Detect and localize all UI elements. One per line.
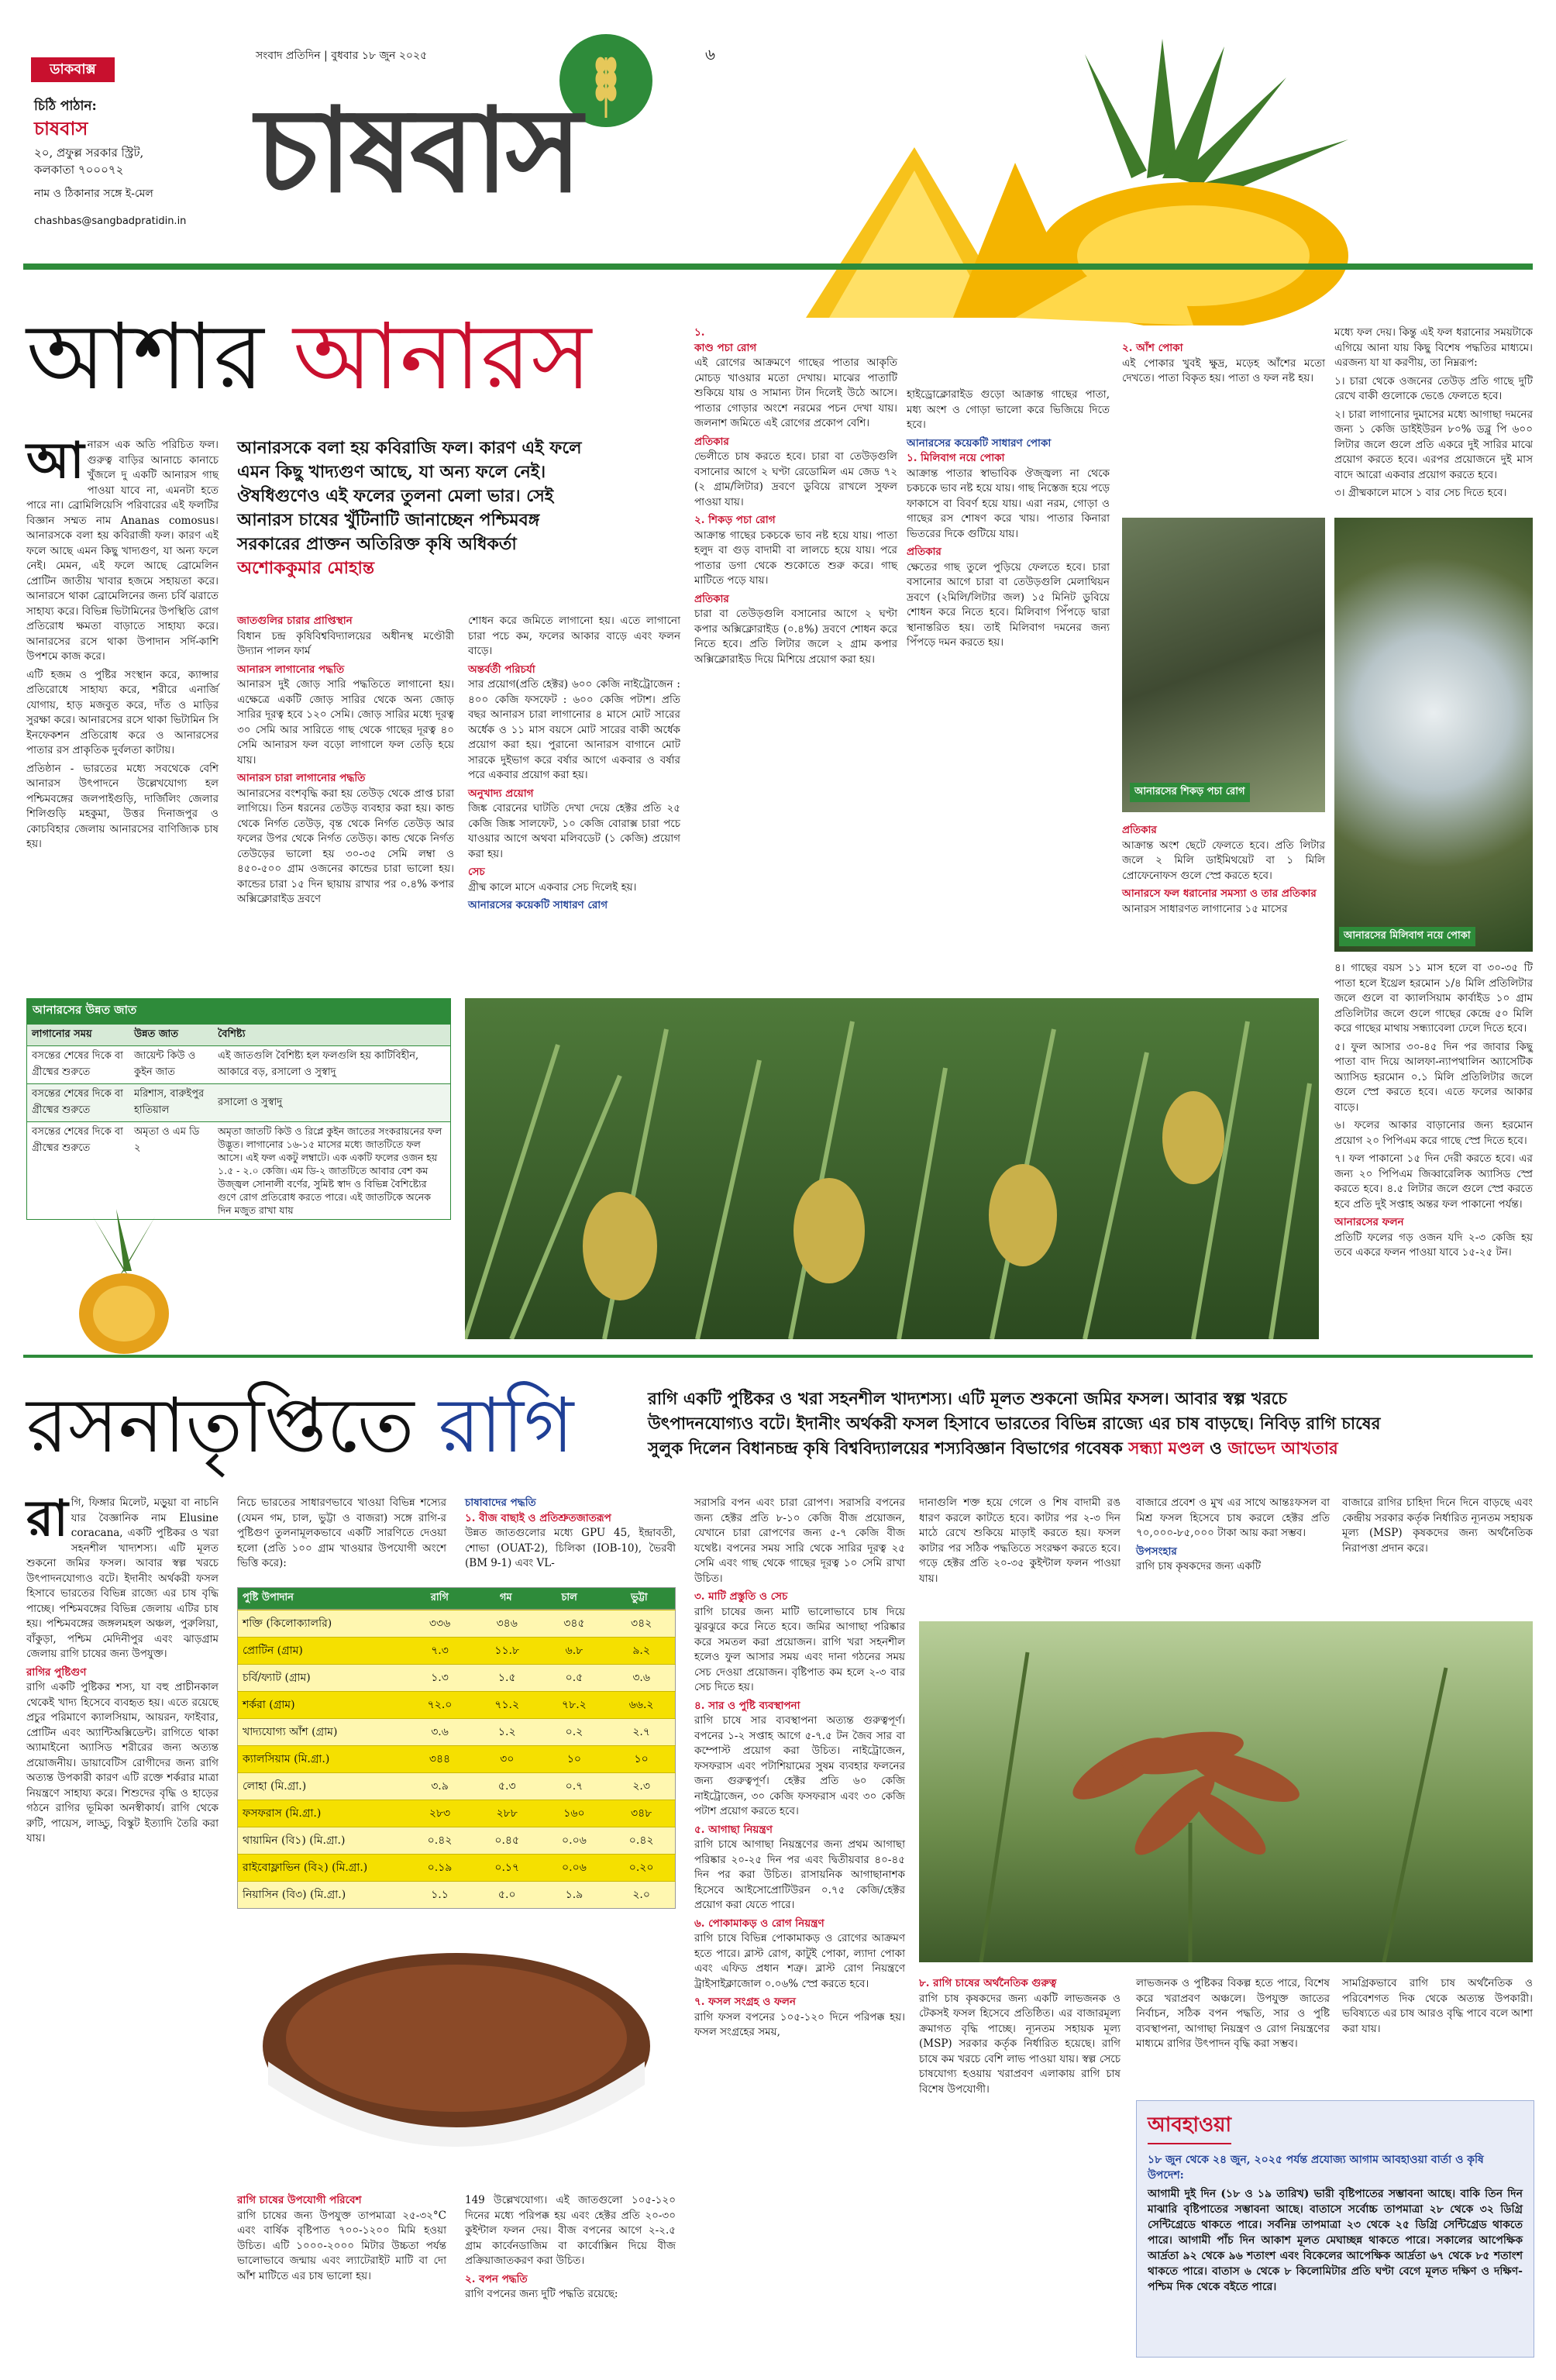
story1-col2-p1: বিধান চন্দ্র কৃষিবিশ্ববিদ্যালয়ের অধীনস্থ মণ্ডৌরী উদ্যান পালন ফার্ম bbox=[237, 629, 454, 657]
story1-col6-p4: ৩। গ্রীষ্মকালে মাসে ১ বার সেচ দিতে হবে। bbox=[1334, 487, 1507, 499]
story1-col4-h2: প্রতিকার bbox=[694, 435, 729, 448]
story2-col1-p2: রাগি একটি পুষ্টিকর শস্য, যা বহু প্রাচীনকাল থেকেই খাদ্য হিসেবে ব্যবহৃত হয়। এতে রয়েছে প্রচুর পরিমাণে ক্যালসিয়াম, আয়রন, ফাইবার, প্রোটিন এবং অ্যান্টিঅক্সিডেন্ট। রাগিতে থাকা অ্যামাইনো অ্যাসিড শরীরের জন্য অত্যন্ত প্রয়োজনীয়। ডায়াবেটিস রোগীদের জন্য রাগি অত্যন্ত উপকারী কারণ এটি রক্তে শর্করার মাত্রা নিয়ন্ত্রণে সাহায্য করে। শিশুদের বৃদ্ধি ও হাড়ের গঠনে রাগির ভূমিকা অনস্বীকার্য। রাগি থেকে রুটি, পায়েস, লাড্ডু, বিস্কুট ইত্যাদি তৈরি করা যায়। bbox=[26, 1681, 219, 1844]
table-row bbox=[238, 1746, 676, 1773]
cell: ৩৩৬ bbox=[406, 1610, 473, 1638]
cell: ১০ bbox=[541, 1746, 608, 1773]
story1-col5-p1: হাইড্রোক্লোরাইড গুড়ো আক্রান্ত গাছের পাতা, মধ্য অংশ ও গোড়া ভালো করে ভিজিয়ে দিতে হবে। bbox=[907, 388, 1110, 431]
cell: ৩.৯ bbox=[406, 1773, 473, 1800]
photo-caption-root-rot: আনারসের শিকড় পচা রোগ bbox=[1130, 783, 1250, 802]
story1-col4-n1: ১. bbox=[694, 326, 705, 339]
cell: ১.৯ bbox=[541, 1882, 608, 1909]
address-line1: ২০, প্রফুল্ল সরকার স্ট্রিট, bbox=[34, 146, 144, 160]
table-row bbox=[238, 1773, 676, 1800]
cell: ০.১৯ bbox=[406, 1855, 473, 1882]
th-rice: চাল bbox=[561, 1592, 577, 1603]
story2-col1-p1: গি, ফিঙ্গার মিলেট, মড়ুয়া বা নাচনি যার বৈজ্ঞানিক নাম Elusine coracana, একটি পুষ্টিকর ও খরা সহনশীল খাদ্যশস্য। এটি মূলত শুকনো জমির ফসল। আবার স্বল্প খরচে উৎপাদনযোগ্যও বটে। ইদানীং অর্থকরী ফসল হিসাবে ভারতের বিভিন্ন রাজ্যে এর চাষ বৃদ্ধি পাচ্ছে। পশ্চিমবঙ্গের বিভিন্ন জেলায় এটির চাষ হয়। পশ্চিমবঙ্গের জঙ্গলমহল অঞ্চল, পুরুলিয়া, বাঁকুড়া, পশ্চিম মেদিনীপুর এবং ঝাড়গ্রাম জেলায় রাগি চাষের জন্য উপযুক্ত। bbox=[26, 1497, 219, 1660]
story1-col3 bbox=[468, 614, 680, 914]
th-maize: ভুট্টা bbox=[631, 1592, 648, 1603]
aphid-note bbox=[1122, 341, 1325, 390]
cell: ১৬০ bbox=[541, 1800, 608, 1827]
pineapple-fruit bbox=[793, 1178, 865, 1283]
story2-title bbox=[26, 1379, 573, 1472]
story1-col3-p3: গ্রীষ্ম কালে মাসে একবার সেচ দিলেই হয়। bbox=[468, 880, 637, 894]
section-rule bbox=[23, 1355, 1533, 1358]
story1-col3-h3: সেচ bbox=[468, 866, 485, 878]
story1-intro-l2: এমন কিছু খাদ্যগুণ আছে, যা অন্য ফলে নেই। bbox=[237, 462, 546, 482]
story1-col2-h1: জাতগুলির চারার প্রাপ্তিস্থান bbox=[237, 615, 353, 627]
story1-col4-p1: এই রোগের আক্রমণে গাছের পাতার আকৃতি মোচড় খাওয়ার মতো দেখায়। মাঝের পাতাটি শুকিয়ে যায় ও সামান্য টান দিলেই উঠে আসে। পাতার গোড়ার অংশে নরমের পচন দেখা যায়। জলনাশ জমিতে এই রোগের প্রকোপ বেশি। bbox=[694, 356, 897, 429]
table-row bbox=[27, 1122, 451, 1220]
story2-col3 bbox=[465, 1496, 676, 1575]
story2-col1 bbox=[26, 1490, 219, 1850]
th-season: লাগানোর সময় bbox=[32, 1028, 92, 1040]
cell: ৬.৮ bbox=[541, 1638, 608, 1665]
story1-col3-p2: জিঙ্ক বোরনের ঘাটতি দেখা দেয়ে হেক্টর প্রতি ২৫ কেজি জিঙ্ক সালফেট, ১০ কেজি বোরাক্স চারা পচে যাওয়ার আগে অথবা মলিবডেট (১ কেজি) প্রয়োগ করা হয়। bbox=[468, 802, 680, 860]
table-row bbox=[238, 1665, 676, 1692]
story2-col4-p3: রাগি চাষে সার ব্যবস্থাপনা অত্যন্ত গুরুত্বপূর্ণ। বপনের ১-২ সপ্তাহ আগে ৫-৭.৫ টন জৈব সার বা কম্পোস্ট প্রয়োগ করা উচিত। নাইট্রোজেন, ফসফরাস এবং পটাশিয়ামের সুষম ব্যবহার ফলনের জন্য গুরুত্বপূর্ণ। হেক্টর প্রতি ৬০ কেজি নাইট্রোজেন, ৩০ কেজি ফসফরাস এবং ৩০ কেজি পটাশ প্রয়োগ করতে হবে। bbox=[694, 1714, 905, 1817]
story2-author1: সন্ধ্যা মণ্ডল bbox=[1128, 1439, 1204, 1459]
story1-col5-p3: ক্ষেতের গাছ তুলে পুড়িয়ে ফেলতে হবে। চারা বসানোর আগে চারা বা তেউড়গুলি মেলাথিয়ন দ্রবণে (২মিলি/লিটার জল) ১৫ মিনিট ডুবিয়ে শোধন করে নিতে হবে। মিলিবাগ পিঁপড়ে দ্বারা স্থানান্তরিত হয়। তাই মিলিবাগ দমনের জন্য পিঁপড়ে দমন করতে হয়। bbox=[907, 560, 1110, 649]
cell: শক্তি (কিলোক্যালরি) bbox=[238, 1610, 407, 1638]
weather-box bbox=[1136, 2100, 1534, 2358]
story1-col2-h3: আনারস চারা লাগানোর পদ্ধতি bbox=[237, 772, 366, 784]
photo-pineapple-field bbox=[465, 998, 1319, 1339]
story2-col5-p2: রাগি চাষ কৃষকদের জন্য একটি লাভজনক ও টেকসই ফসল হিসেবে প্রতিষ্ঠিত। এর বাজারমূল্য ক্রমাগত বৃদ্ধি পাচ্ছে। ন্যূনতম সহায়ক মূল্য (MSP) সরকার কর্তৃক নির্ধারিত হয়েছে। রাগি চাষে কম খরচে বেশি লাভ পাওয়া যায়। স্বল্প সেচে চাষযোগ্য হওয়ায় খরাপ্রবণ এলাকায় রাগি চাষ বিশেষ উপযোগী। bbox=[919, 1992, 1121, 2096]
story2-col4-n2: ৪. সার ও পুষ্টি ব্যবস্থাপনা bbox=[694, 1699, 800, 1712]
th-wheat: গম bbox=[499, 1592, 512, 1603]
address-line2: কলকাতা ৭০০০৭২ bbox=[34, 163, 124, 177]
story1-col6-p9: প্রতিটি ফলের গড় ওজন যদি ২-৩ কেজি হয় তবে একরে ফলন পাওয়া যাবে ১৫-২৫ টন। bbox=[1334, 1231, 1533, 1259]
page-number: ৬ bbox=[705, 45, 716, 64]
story1-col5-h2: প্রতিকার bbox=[907, 546, 942, 558]
story2-col4-p1: সরাসরি বপন এবং চারা রোপণ। সরাসরি বপনের জন্য হেক্টর প্রতি ৮-১০ কেজি বীজ প্রয়োজন, যেখানে চারা রোপণের জন্য ৫-৭ কেজি বীজ যথেষ্ট। বপনের সময় সারি থেকে সারির দূরত্ব ২৫ সেমি এবং গাছ থেকে গাছের দূরত্ব ১০ সেমি রাখা উচিত। bbox=[694, 1497, 905, 1585]
story1-col2-p3: আনারসের বংশবৃদ্ধি করা হয় তেউড় থেকে প্রাপ্ত চারা লাগিয়ে। তিন ধরনের তেউড় ব্যবহার করা হয়। কান্ড থেকে নির্গত তেউড়, বৃন্ত থেকে নির্গত তেউড় আর ফলের উপর থেকে নির্গত তেউড়। কান্ড থেকে নির্গত তেউড়ের ভালো হয় ৩০-৩৫ সেমি লম্বা ও ৪৫০-৫০০ গ্রাম ওজনের কান্ডের চারা ভালো হয়। কান্ডের চারা ১৫ দিন ছায়ায় রাখার পর ০.৪% কপার অক্সিক্লোরাইড দ্রবণে bbox=[237, 787, 454, 905]
story1-col6 bbox=[1334, 325, 1533, 505]
story2-col6-p1: বাজারে প্রবেশ ও মুখ এর সাথে আন্তঃফসল বা মিশ্র ফসল হিসেবে চাষ করলে হেক্টর প্রতি ৭০,০০০-৮৫,০০০ টাকা আয় করা সম্ভব। bbox=[1136, 1497, 1330, 1539]
cell: ২৮৩ bbox=[406, 1800, 473, 1827]
story2-col3-n2: ২. বপন পদ্ধতি bbox=[465, 2272, 528, 2285]
story1-author: অশোককুমার মোহান্ত bbox=[237, 558, 375, 578]
cell: শর্করা (গ্রাম) bbox=[238, 1692, 407, 1719]
story1-col5-n2: ২. আঁশ পোকা bbox=[1122, 342, 1183, 354]
story1-col6b bbox=[1334, 961, 1533, 1264]
cell: ২.৩ bbox=[608, 1773, 675, 1800]
cell: ০.৫ bbox=[541, 1665, 608, 1692]
story2-col5-n1: ৮. রাগি চাষের অর্থনৈতিক গুরুত্ব bbox=[919, 1977, 1057, 1989]
story1-col5 bbox=[907, 387, 1110, 654]
story1-col1-p2: এটি হজম ও পুষ্টির সংস্থান করে, ক্যান্সার প্রতিরোধে সাহায্য করে, শরীরে এনার্জি যোগায়, হাড় মজবুত করে, দাঁত ও মাড়ির সুরক্ষা করে। আনারসের রসে থাকা ভিটামিন সি ইনফেকশন প্রতিরোধ করে ও আনারসের পাতার রস প্রাকৃতিক দুর্বলতা কাটায়। bbox=[26, 668, 219, 756]
cell: খাদ্যযোগ্য আঁশ (গ্রাম) bbox=[238, 1719, 407, 1746]
story2-col4-p2: রাগি চাষের জন্য মাটি ভালোভাবে চাষ দিয়ে ঝুরঝুরে করে নিতে হবে। জমির আগাছা পরিষ্কার করে সমতল করা প্রয়োজন। রাগি খরা সহনশীল হলেও ফুল আসার সময় এবং দানা গঠনের সময় সেচ দেওয়া প্রয়োজন। বৃষ্টিপাত কম হলে ২-৩ বার সেচ দিতে হয়। bbox=[694, 1605, 905, 1693]
variety-table-title: আনারসের উন্নত জাত bbox=[26, 998, 451, 1024]
story1-col3-p0: শোধন করে জমিতে লাগানো হয়। এতে লাগানো চারা পচে কম, ফলের আকার বাড়ে এবং ফলন বাড়ে। bbox=[468, 615, 680, 657]
cell: ০.৪২ bbox=[608, 1827, 675, 1855]
cell: ১.২ bbox=[473, 1719, 541, 1746]
story2-col3-n1: ১. বীজ বাছাই ও প্রতিশ্রুতজাতরূপ bbox=[465, 1511, 611, 1524]
cell: এই জাতগুলি বৈশিষ্ট্য হল ফলগুলি হয় কাটিবিহীন, আকারে বড়, রসালো ও সুস্বাদু bbox=[218, 1050, 419, 1078]
cell: ০.০৬ bbox=[541, 1855, 608, 1882]
cell: অমৃতা জাতটি কিউ ও রিপ্লে কুইন জাতের সংকরায়নের ফল উদ্ভূত। লাগানোর ১৬-১৫ মাসের মধ্যে জাতটিতে ফল আসে। এই ফল একটু লম্বাটে। এক একটি ফলের ওজন হয় ১.৫ - ২.০ কেজি। এম ডি-২ জাতটিতে আবার বেশ কম উজ্জ্বল সোনালী বর্ণের, সুমিষ্ট স্বাদ ও বিভিন্ন বৈশিষ্ট্যের গুণে রোগ প্রতিরোধ করতে পারে। এই জাতটিকে অনেক দিন মজুত রাখা যায় bbox=[218, 1125, 442, 1216]
cell: ফসফরাস (মি.গ্রা.) bbox=[238, 1800, 407, 1827]
masthead bbox=[0, 0, 1556, 263]
dateline: সংবাদ প্রতিদিন | বুধবার ১৮ জুন ২০২৫ bbox=[256, 50, 428, 62]
pineapple-fruit bbox=[583, 1192, 657, 1300]
masthead-rule bbox=[23, 263, 1533, 270]
pineapple-fruit bbox=[989, 1164, 1057, 1266]
photo-root-rot bbox=[1122, 518, 1325, 812]
story2-col3-h1: চাষাবাদের পদ্ধতি bbox=[465, 1497, 536, 1509]
story1-col6-p2: ১। চারা থেকে ওজনের তেউড় প্রতি গাছে দুটি রেখে বাকী গুলোকে ভেঙে ফেলতে হবে। bbox=[1334, 374, 1533, 402]
story1-intro-l1: আনারসকে বলা হয় কবিরাজি ফল। কারণ এই ফলে bbox=[237, 438, 582, 458]
cell: ৩০ bbox=[473, 1746, 541, 1773]
story1-col4-p4: চারা বা তেউড়গুলি বসানোর আগে ২ ঘণ্টা কপার অক্সিক্লোরাইড (০.৪%) দ্রবণে শোধন করে নিতে হবে। প্রতি লিটার জলে ২ গ্রাম কপার অক্সিক্লোরাইড দিয়ে মিশিয়ে প্রয়োগ করা হয়। bbox=[694, 608, 897, 666]
th-variety: উন্নত জাত bbox=[134, 1028, 178, 1040]
story2-col5b bbox=[919, 1976, 1121, 2100]
story2-col4 bbox=[694, 1496, 905, 2044]
story1-col6-p6: ৫। ফুল আসার ৩০-৪৫ দিন পর জাবার কিছু পাতা বাদ দিয়ে আলফা-ন্যাপথালিন অ্যাসেটিক অ্যাসিড হরমোন ০.১ মিলি প্রতিলিটার জলে গুলে স্প্রে করতে হবে। এতে ফলের আকার বাড়ে। bbox=[1334, 1040, 1533, 1114]
table-row bbox=[238, 1800, 676, 1827]
cell: থায়ামিন (বি১) (মি.গ্রা.) bbox=[238, 1827, 407, 1855]
cell: ২.৭ bbox=[608, 1719, 675, 1746]
story1-col4-p3: আক্রান্ত গাছের চকচকে ভাব নষ্ট হয়ে যায়। পাতা হলুদ বা গুড় বাদামী বা লালচে হয়ে যায়। পরে পাতার ডগা থেকে শুকোতে শুরু করে। গাছ মাটিতে পড়ে যায়। bbox=[694, 529, 897, 587]
cell: ০.২০ bbox=[608, 1855, 675, 1882]
logo-text: চাষবাস bbox=[256, 84, 580, 219]
story1-col5b bbox=[1122, 823, 1325, 920]
story1-col6-p1: মধ্যে ফল দেয়। কিন্তু এই ফল ধরানোর সময়টাকে এগিয়ে আনা যায় কিছু বিশেষ পদ্ধতির মাধ্যমে। এরজন্য যা যা করণীয়, তা নিম্নরূপ: bbox=[1334, 326, 1533, 369]
story1-col1-p3: প্রতিষ্ঠান - ভারতের মধ্যে সবথেকে বেশি আনারস উৎপাদনে উল্লেখযোগ্য হল পশ্চিমবঙ্গের জলপাইগুড়ি, দার্জিলিং জেলার শিলিগুড়ি মহকুমা, উত্তর দিনাজপুর ও কোচবিহার জেলায় আনারসের বাণিজ্যিক চাষ হয়। bbox=[26, 762, 219, 850]
story1-col4-h3: প্রতিকার bbox=[694, 592, 729, 605]
table-row bbox=[238, 1638, 676, 1665]
cell: জায়েন্ট কিউ ও কুইন জাত bbox=[134, 1050, 196, 1078]
table-row bbox=[238, 1692, 676, 1719]
corner-tag: ডাকবাক্স bbox=[31, 57, 115, 82]
story2-title-a: রসনাতৃপ্তিতে bbox=[26, 1382, 415, 1470]
story1-col5-n1: ১. মিলিবাগ নয়ে পোকা bbox=[907, 452, 1005, 464]
cell: রাইবোফ্লাভিন (বি২) (মি.গ্রা.) bbox=[238, 1855, 407, 1882]
story2-col3-p2: রাগি বপনের জন্য দুটি পদ্ধতি রয়েছে: bbox=[465, 2288, 618, 2300]
story2-col7-p2: সামগ্রিকভাবে রাগি চাষ অর্থনৈতিক ও পরিবেশগত দিক থেকে অত্যন্ত উপকারী। ভবিষ্যতে এর চাষ আরও বৃদ্ধি পাবে বলে আশা করা যায়। bbox=[1342, 1977, 1533, 2035]
story1-col4-n2: ২. শিকড় পচা রোগ bbox=[694, 514, 776, 526]
cell: ০.১৭ bbox=[473, 1855, 541, 1882]
cell: ক্যালসিয়াম (মি.গ্রা.) bbox=[238, 1746, 407, 1773]
story1-col2 bbox=[237, 614, 454, 911]
story2-col5 bbox=[919, 1496, 1121, 1590]
table-row bbox=[27, 1046, 451, 1084]
variety-table-grid bbox=[26, 1024, 451, 1220]
nutrition-table-grid bbox=[237, 1587, 676, 1610]
story2-col3b bbox=[465, 2193, 676, 2306]
story1-col5-p4: এই পোকার খুবই ক্ষুদ্র, মড়েহ আঁশের মতো দেখতে। পাতা বিকৃত হয়। পাতা ও ফল নষ্ট হয়। bbox=[1122, 356, 1325, 384]
story1-col1 bbox=[26, 432, 219, 856]
nutrition-table-body bbox=[237, 1610, 676, 1909]
story2-col7 bbox=[1342, 1496, 1533, 1559]
th-traits: বৈশিষ্ট্য bbox=[218, 1028, 246, 1040]
cell: ০.৭ bbox=[541, 1773, 608, 1800]
cell: প্রোটিন (গ্রাম) bbox=[238, 1638, 407, 1665]
story2-col6b bbox=[1136, 1976, 1330, 2055]
cell: ০.৪৫ bbox=[473, 1827, 541, 1855]
story2-col2 bbox=[237, 1496, 446, 1575]
weather-subtitle: ১৮ জুন থেকে ২৪ জুন, ২০২৫ পর্যন্ত প্রযোজ্য আগাম আবহাওয়া বার্তা ও কৃষি উপদেশ: bbox=[1148, 2154, 1484, 2182]
photo-mealybug bbox=[1334, 518, 1533, 952]
weather-title: আবহাওয়া bbox=[1148, 2109, 1231, 2144]
story1-col3-p1: সার প্রয়োগ(প্রতি হেক্টর) ৬০০ কেজি নাইট্রোজেন : ৪০০ কেজি ফসফেট : ৬০০ কেজি পটাশ। প্রতি বছর আনারস চারা লাগানোর ৪ মাসে মোট সারের অর্ধেক ও ১১ মাস বয়সে মোট সারের বাকী অর্ধেক প্রয়োগ করা হয়। পুরানো আনারস বাগানে মোট সারকে দুইভাগ করে বর্ষার আগে একবার ও বর্ষার পরে একবার প্রয়োগ করা হয়। bbox=[468, 678, 680, 781]
story2-col3-p1b: 149 উল্লেখযোগ্য। এই জাতগুলো ১০৫-১২০ দিনের মধ্যে পরিপক্ক হয় এবং হেক্টর প্রতি ২০-৩০ কুইন্টাল ফলন দেয়। বীজ বপনের আগে ২-২.৫ গ্রাম কার্বেনডাজিম বা কার্বোক্সিন দিয়ে বীজ প্রক্রিয়াজাতকরণ করা উচিত। bbox=[465, 2194, 676, 2267]
story1-intro-l4: আনারস চাষের খুঁটিনাটি জানাচ্ছেন পশ্চিমবঙ্গ bbox=[237, 510, 540, 530]
story2-title-b: রাগি bbox=[438, 1382, 574, 1470]
cell: ১.১ bbox=[406, 1882, 473, 1909]
pineapple-illustration bbox=[759, 23, 1395, 325]
story2-col2-p2: রাগি চাষের জন্য উপযুক্ত তাপমাত্রা ২৫-৩২°C এবং বার্ষিক বৃষ্টিপাত ৭০০-১২০০ মিমি হওয়া উচিত। এটি ১০০০-২০০০ মিটার উচ্চতা পর্যন্ত ভালোভাবে জন্মায় এবং ল্যাটেরাইট মাটি বা দো আঁশ মাটিতে এর চাষ ভালো হয়। bbox=[237, 2209, 446, 2282]
email-note: নাম ও ঠিকানার সঙ্গে ই-মেল bbox=[34, 188, 153, 200]
story2-col2-h1: রাগি চাষের উপযোগী পরিবেশ bbox=[237, 2194, 362, 2206]
email-address: chashbas@sangbadpratidin.in bbox=[34, 215, 187, 227]
story2-col4-p4: রাগি চাষে আগাছা নিয়ন্ত্রণের জন্য প্রথম আগাছা পরিষ্কার ২০-২৫ দিন পর এবং দ্বিতীয়বার ৪০-৪৫ দিন পর করা উচিত। রাসায়নিক আগাছানাশক হিসেবে আইসোপ্রোটিউরন ০.৭৫ কেজি/হেক্টর প্রয়োগ করা যেতে পারে। bbox=[694, 1838, 905, 1911]
story1-col5-h1: আনারসের কয়েকটি সাধারণ পোকা bbox=[907, 436, 1052, 449]
story1-intro-l5: সরকারের প্রাক্তন অতিরিক্ত কৃষি অধিকর্তা bbox=[237, 534, 517, 554]
cell: ১.৫ bbox=[473, 1665, 541, 1692]
story2-col4-p6: রাগি ফসল বপনের ১০৫-১২০ দিনে পরিপক্ক হয়। ফসল সংগ্রহের সময়, bbox=[694, 2010, 905, 2038]
cell: নিয়াসিন (বি৩) (মি.গ্রা.) bbox=[238, 1882, 407, 1909]
story2-col2b bbox=[237, 2193, 446, 2287]
story1-title bbox=[26, 302, 591, 411]
cell: অমৃতা ও এম ডি ২ bbox=[134, 1126, 200, 1154]
cell: বসন্তের শেষের দিকে বা গ্রীষ্মের শুরুতে bbox=[32, 1050, 123, 1078]
cell: ৩.৬ bbox=[608, 1665, 675, 1692]
cell: ২৮৮ bbox=[473, 1800, 541, 1827]
story2-col7-p1: বাজারে রাগির চাহিদা দিনে দিনে বাড়ছে এবং কেন্দ্রীয় সরকার কর্তৃক নির্ধারিত ন্যূনতম সহায়ক মূল্য (MSP) কৃষকদের জন্য অর্থনৈতিক নিরাপত্তা প্রদান করে। bbox=[1342, 1497, 1533, 1555]
story1-intro bbox=[237, 436, 694, 580]
pineapple-fruit bbox=[1162, 1091, 1224, 1184]
cell: ৩৪৫ bbox=[541, 1610, 608, 1638]
table-row bbox=[27, 1084, 451, 1122]
story1-col6-p5: ৪। গাছের বয়স ১১ মাস হলে বা ৩০-৩৫ টি পাতা হলে ইথ্রেল হরমোন ১/৪ মিলি প্রতিলিটার জলে গুলে বা ক্যালসিয়াম কার্বাইড ১০ গ্রাম প্রতিলিটার জলে গুলে গাছের কেন্দ্রে ৫০ মিলি করে গাছের মাথায় সন্ধ্যাবেলা ঢেলে দিতে হবে। bbox=[1334, 962, 1533, 1035]
send-to-label: চিঠি পাঠান: bbox=[34, 98, 97, 114]
story1-col6-p8: ৭। ফল পাকানো ১৫ দিন দেরী করতে হবে। এর জন্য ২০ পিপিএম জিব্বারেলিক অ্যাসিড স্প্রে করতে হবে। ৪.৫ লিটার জলে গুলে স্প্রে করতে হবে প্রতি দুই সপ্তাহ অন্তর ফল পাকানো পর্যন্ত। bbox=[1334, 1152, 1533, 1211]
nutrition-table bbox=[237, 1587, 676, 1909]
pineapple-small-illustration bbox=[46, 1209, 201, 1356]
story1-col6-p7: ৬। ফলের আকার বাড়ানোর জন্য হরমোন প্রয়োগ ২০ পিপিএম করে গাছে স্প্রে দিতে হবে। bbox=[1334, 1119, 1533, 1147]
cell: বসন্তের শেষের দিকে বা গ্রীষ্মের শুরুতে bbox=[32, 1088, 123, 1116]
cell: ০.৪২ bbox=[406, 1827, 473, 1855]
cell: ৯.২ bbox=[608, 1638, 675, 1665]
drop-cap: রা bbox=[26, 1490, 68, 1548]
photo-caption-mealybug: আনারসের মিলিবাগ নয়ে পোকা bbox=[1339, 927, 1475, 946]
dept-name: চাষবাস bbox=[34, 117, 88, 139]
story2-author2: জাভেদ আখতার bbox=[1227, 1439, 1338, 1459]
story1-col1-p1: নারস এক অতি পরিচিত ফল। গুরুত্ব বাড়ির আনাচে কানাচে খুঁজলে দু একটি আনারস গাছ পাওয়া যাবে না, এমনটা হতে পারে না। ব্রোমিলিয়েসি পরিবারের এই ফলটির বিজ্ঞান সম্মত নাম Ananas comosus। আনারসকে বলা হয় কবিরাজী ফল। কারণ এই ফলে আছে এমন কিছু খাদ্যগুণ, যা অন্য ফলে নেই। মেমন, এই ফলে আছে ব্রোমেলিন প্রোটিন জাতীয় খাবার হজমে সহায়তা করে। আনারসে থাকা ব্রোমেলিনের জন্য চর্বি ঝরাতে সাহায্য করে। বিভিন্ন ভিটামিনের উপস্থিতি রোগ প্রতিরোধ ক্ষমতা বাড়াতে সাহায্য করে। আনারসের রসে থাকা উপাদান সর্দি-কাশি উপশমে কাজ করে। bbox=[26, 439, 219, 663]
cell: ২.০ bbox=[608, 1882, 675, 1909]
cell: ৭২.০ bbox=[406, 1692, 473, 1719]
story1-col4-h1: কাণ্ড পচা রোগ bbox=[694, 341, 757, 354]
cell: মরিশাস, বারুইপুর হাতিয়াল bbox=[134, 1088, 205, 1116]
weather-body: আগামী দুই দিন (১৮ ও ১৯ তারিখ) ভারী বৃষ্টিপাতের সম্ভাবনা আছে। বাকি তিন দিন মাঝারি বৃষ্টিপাতের সম্ভাবনা আছে। বাতাসে সর্বোচ্চ তাপমাত্রা ২৮ থেকে ৩২ ডিগ্রি সেন্টিগ্রেডে থাকতে পারে। সর্বনিম্ন তাপমাত্রা ২৩ থেকে ২৫ ডিগ্রি সেন্টিগ্রেড থাকতে পারে। আগামী পাঁচ দিন আকাশ মূলত মেঘাচ্ছন্ন থাকতে পারে। সকালের আপেক্ষিক আর্দ্রতা ৯২ থেকে ৯৬ শতাংশ এবং বিকেলের আপেক্ষিক আর্দ্রতা ৬৭ থেকে ৮৫ শতাংশ থাকতে পারে। বাতাস ৬ থেকে ৮ কিলোমিটার প্রতি ঘণ্টা বেগে মূলত দক্ষিণ ও দক্ষিণ-পশ্চিম দিক থেকে বইতে পারে। bbox=[1148, 2188, 1523, 2293]
cell: ৩.৬ bbox=[406, 1719, 473, 1746]
cell: রসালো ও সুস্বাদু bbox=[218, 1096, 283, 1108]
story1-col2-h2: আনারস লাগানোর পদ্ধতি bbox=[237, 663, 345, 676]
story2-col6-h1: উপসংহার bbox=[1136, 1545, 1177, 1558]
story1-col5-p5: আক্রান্ত অংশ ছেটে ফেলতে হবে। প্রতি লিটার জলে ২ মিলি ডাইমিথয়েট বা ১ মিলি প্রোফেনোফস গুলে স্প্রে করতে হবে। bbox=[1122, 839, 1325, 882]
photo-ragi-plant bbox=[919, 1621, 1533, 1962]
cell: ৭১.২ bbox=[473, 1692, 541, 1719]
table-row bbox=[238, 1855, 676, 1882]
story1-col5-h4: আনারসে ফল ধরানোর সমস্যা ও তার প্রতিকার bbox=[1122, 887, 1317, 900]
story2-col4-n5: ৭. ফসল সংগ্রহ ও ফলন bbox=[694, 1996, 796, 2008]
story1-col5-h3: প্রতিকার bbox=[1122, 824, 1157, 836]
table-row bbox=[238, 1827, 676, 1855]
table-row bbox=[238, 1882, 676, 1909]
cell: ৩৪৮ bbox=[608, 1800, 675, 1827]
cell: লোহা (মি.গ্রা.) bbox=[238, 1773, 407, 1800]
story2-col6 bbox=[1136, 1496, 1330, 1578]
cell: ০.২ bbox=[541, 1719, 608, 1746]
cell: ৩৪৪ bbox=[406, 1746, 473, 1773]
cell: চর্বি/ফ্যাট (গ্রাম) bbox=[238, 1665, 407, 1692]
story2-col4-n4: ৬. পোকামাকড় ও রোগ নিয়ন্ত্রণ bbox=[694, 1917, 824, 1930]
th-nutrient: পুষ্টি উপাদান bbox=[243, 1592, 294, 1603]
cell: ১০ bbox=[608, 1746, 675, 1773]
story2-intro bbox=[648, 1387, 1533, 1462]
cell: ৫.০ bbox=[473, 1882, 541, 1909]
story2-col4-p5: রাগি চাষে বিভিন্ন পোকামাকড় ও রোগের আক্রমণ হতে পারে। ব্লাস্ট রোগ, কাটুই পোকা, ল্যাদা পোকা এবং এফিড প্রধান শত্রু। ব্লাস্ট রোগ নিয়ন্ত্রণে ট্রাইসাইক্লাজোল ০.০৬% স্প্রে করতে হবে। bbox=[694, 1932, 905, 1990]
story2-col6-p3: লাভজনক ও পুষ্টিকর বিকল্প হতে পারে, বিশেষ করে খরাপ্রবণ অঞ্চলে। উপযুক্ত জাতের নির্বাচন, সঠিক বপন পদ্ধতি, সার ও পুষ্টি ব্যবস্থাপনা, আগাছা নিয়ন্ত্রণ ও রোগ নিয়ন্ত্রণের মাধ্যমে রাগির উৎপাদন বৃদ্ধি করা সম্ভব। bbox=[1136, 1977, 1330, 2050]
story2-col1-h1: রাগির পুষ্টিগুণ bbox=[26, 1665, 87, 1679]
cell: ১.৩ bbox=[406, 1665, 473, 1692]
cell: ৫.৩ bbox=[473, 1773, 541, 1800]
cell: ০.০৬ bbox=[541, 1827, 608, 1855]
story2-col5-p1: দানাগুলি শক্ত হয়ে গেলে ও শিষ বাদামী রঙ ধারণ করলে কাটতে হবে। কাটার পর ২-৩ দিন মাঠে রেখে শুকিয়ে মাড়াই করতে হয়। ফসল কাটার পর সঠিক পদ্ধতিতে সংরক্ষণ করতে হবে। গড়ে হেক্টর প্রতি ২০-৩৫ কুইন্টাল ফলন পাওয়া যায়। bbox=[919, 1497, 1121, 1585]
story1-title-a: আশার bbox=[26, 303, 264, 410]
story1-col6-p3: ২। চারা লাগানোর দুমাসের মধ্যে আগাছা দমনের জন্য ১ কেজি ডাইইউরন ৮০% ডব্লু পি ৬০০ লিটার জলে গুলে প্রতি একরে দুই সারির মাঝে প্রয়োগ করতে হবে। এরপর প্রয়োজনে দুই মাস বাদে আরো একবার প্রয়োগ করতে হবে। bbox=[1334, 408, 1533, 481]
story2-intro-l2: উৎপাদনযোগ্যও বটে। ইদানীং অর্থকরী ফসল হিসাবে ভারতের বিভিন্ন রাজ্যে এর চাষ বাড়ছে। নিবিড় রাগি চাষের bbox=[648, 1414, 1381, 1434]
story1-col4-p2: ভেলীতে চাষ করতে হবে। চারা বা তেউড়গুলি বসানোর আগে ২ ঘণ্টা রেডোমিল এম জেড ৭২ (২ গ্রাম/লিটার) দ্রবণে ডুবিয়ে রাখলে সুফল পাওয়া যায়। bbox=[694, 450, 897, 508]
photo-millet-bowl bbox=[237, 1930, 676, 2178]
story1-col6-h1: আনারসের ফলন bbox=[1334, 1216, 1404, 1228]
table-row bbox=[238, 1719, 676, 1746]
story2-col4-n1: ৩. মাটি প্রস্তুতি ও সেচ bbox=[694, 1590, 788, 1603]
variety-table bbox=[26, 998, 451, 1220]
story1-col4 bbox=[694, 325, 897, 670]
story1-intro-l3: ঔষধিগুণেও এই ফলের তুলনা মেলা ভার। সেই bbox=[237, 486, 554, 506]
cell: ৩৪৬ bbox=[473, 1610, 541, 1638]
story2-col3-p1: উন্নত জাতগুলোর মধ্যে GPU 45, ইন্দ্রাবতী, শোভা (OUAT-2), চিলিকা (IOB-10), ভৈরবী (BM 9-1) এবং VL- bbox=[465, 1527, 676, 1569]
cell: ১১.৮ bbox=[473, 1638, 541, 1665]
story1-title-b: আনারস bbox=[293, 303, 592, 410]
story1-col2-p2: আনারস দুই জোড় সারি পদ্ধতিতে লাগানো হয়। এক্ষেত্রে একটি জোড় সারির থেকে অন্য জোড় সারির দূরত্ব হবে ১২০ সেমি। জোড় সারির মধ্যে দূরত্ব ৩০ সেমি আর সারিতে গাছ থেকে গাছের দূরত্ব ৪০ সেমি আনারস ফল বড়ো লাগালে ফল তেড়ি হয়ে যায়। bbox=[237, 678, 454, 766]
cell: ৩৪২ bbox=[608, 1610, 675, 1638]
cell: ৬৬.২ bbox=[608, 1692, 675, 1719]
story2-col2-p1: নিচে ভারতের সাধারণভাবে খাওয়া বিভিন্ন শস্যের (যেমন গম, চাল, ভুট্টা ও বাজরা) সঙ্গে রাগি-র পুষ্টিগুণ তুলনামূলকভাবে একটি সারণিতে দেওয়া হলো (প্রতি ১০০ গ্রাম খাওয়ার উপযোগী অংশে ভিত্তি করে): bbox=[237, 1497, 446, 1569]
story1-col3-h2: অনুখাদ্য প্রয়োগ bbox=[468, 787, 534, 800]
story1-col3-h1: অন্তর্বর্তী পরিচর্যা bbox=[468, 663, 535, 676]
th-ragi: রাগি bbox=[430, 1592, 449, 1603]
cell: বসন্তের শেষের দিকে বা গ্রীষ্মের শুরুতে bbox=[32, 1126, 123, 1154]
story1-col3-h4: আনারসের কয়েকটি সাধারণ রোগ bbox=[468, 899, 608, 911]
story2-intro-l3: সুলুক দিলেন বিধানচন্দ্র কৃষি বিশ্ববিদ্যালয়ের শস্যবিজ্ঞান বিভাগের গবেষক সন্ধ্যা মণ্ডল ও জাভেদ আখতার bbox=[648, 1439, 1338, 1459]
cell: ৭৮.২ bbox=[541, 1692, 608, 1719]
table-row bbox=[238, 1610, 676, 1638]
story2-col7b bbox=[1342, 1976, 1533, 2040]
story2-col4-n3: ৫. আগাছা নিয়ন্ত্রণ bbox=[694, 1823, 773, 1836]
story2-intro-l1: রাগি একটি পুষ্টিকর ও খরা সহনশীল খাদ্যশস্য। এটি মূলত শুকনো জমির ফসল। আবার স্বল্প খরচে bbox=[648, 1390, 1287, 1409]
story1-col5-p6: আনারস সাধারণত লাগানোর ১৫ মাসের bbox=[1122, 902, 1288, 915]
cell: ৭.৩ bbox=[406, 1638, 473, 1665]
story2-col6-p2: রাগি চাষ কৃষকদের জন্য একটি bbox=[1136, 1560, 1262, 1572]
drop-cap: আ bbox=[26, 432, 84, 490]
story1-col5-p2: আক্রান্ত পাতার স্বাভাবিক ঔজ্জ্বল্য না থেকে চকচকে ভাব নষ্ট হয়ে যায়। গাছ নিস্তেজ হয়ে পড়ে ফাকাসে বা বিবর্ণ হয়ে যায়। এরা নরম, গোড়া ও গাছের রস শোষণ করে খায়। পাতার কিনারা ভিতরের দিকে গুটিয়ে যায়। bbox=[907, 467, 1110, 540]
